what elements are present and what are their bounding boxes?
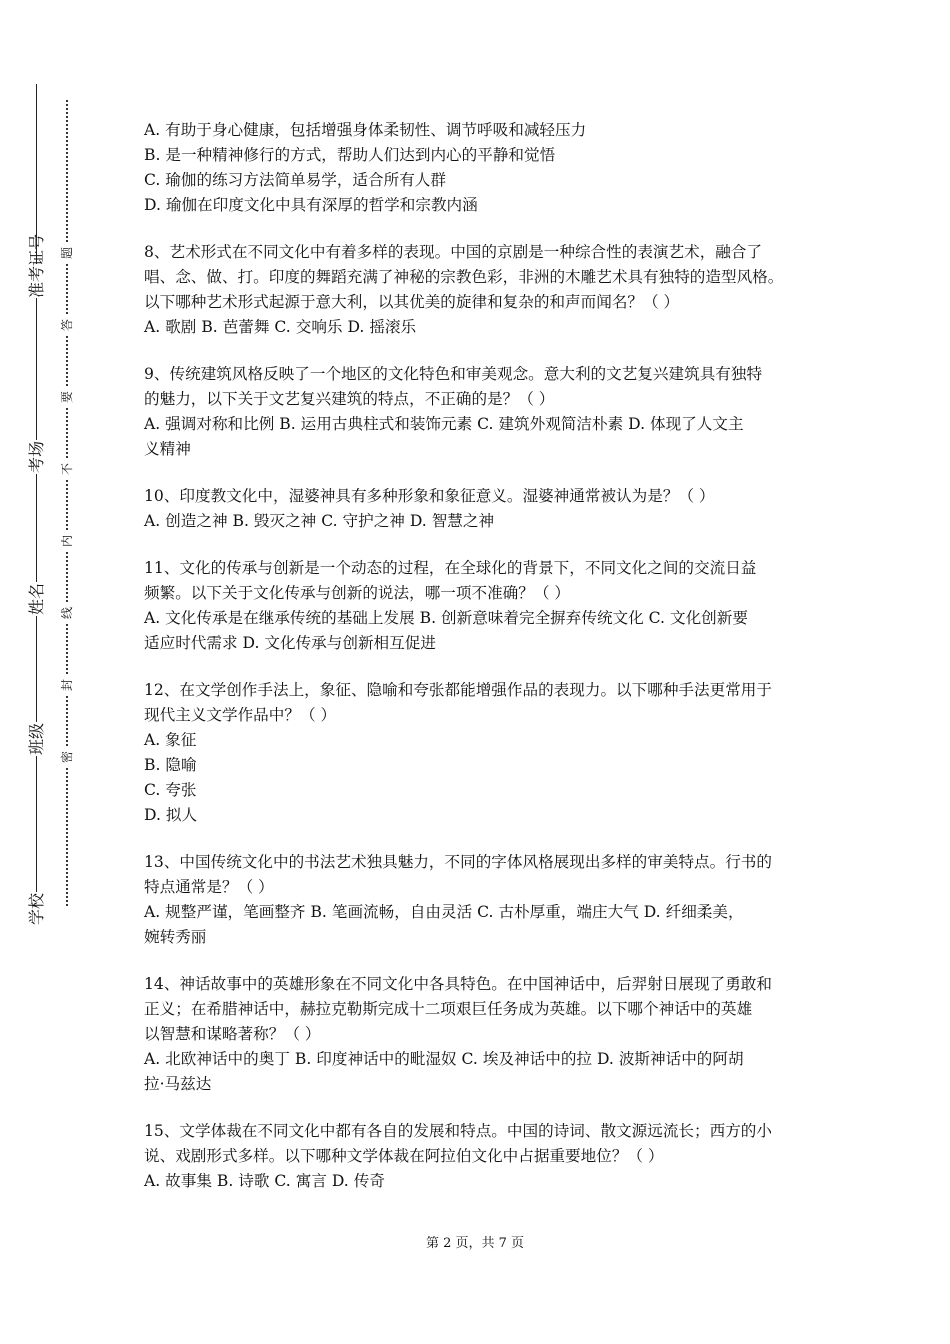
question-list — [144, 118, 816, 1216]
binding-margin — [0, 0, 110, 1344]
binding-solid-line — [36, 84, 37, 924]
question-line: D. 拟人 — [144, 806, 198, 824]
seal-char: 要 — [60, 388, 74, 406]
question-line: 12、在文学创作手法上，象征、隐喻和夸张都能增强作品的表现力。以下哪种手法更常用于 — [144, 681, 772, 699]
question-line: A. 创造之神 B. 毁灭之神 C. 守护之神 D. 智慧之神 — [144, 512, 495, 530]
question-line: A. 北欧神话中的奥丁 B. 印度神话中的毗湿奴 C. 埃及神话中的拉 D. 波斯神话中的阿胡 — [144, 1050, 744, 1068]
label-name: 姓名 — [27, 583, 46, 616]
label-school: 学校 — [27, 893, 46, 926]
question-line: 说、戏剧形式多样。以下哪种文学体裁在阿拉伯文化中占据重要地位？（ ） — [144, 1147, 664, 1165]
question-line: B. 是一种精神修行的方式，帮助人们达到内心的平静和觉悟 — [144, 146, 556, 164]
page-number: 第 2 页，共 7 页 — [425, 1236, 525, 1251]
question-line: 特点通常是？（ ） — [144, 878, 274, 896]
question-11 — [144, 556, 816, 656]
question-line: A. 有助于身心健康，包括增强身体柔韧性、调节呼吸和减轻压力 — [144, 121, 587, 139]
question-line: 以下哪种艺术形式起源于意大利，以其优美的旋律和复杂的和声而闻名？（ ） — [144, 293, 680, 311]
question-line: 拉·马兹达 — [144, 1075, 212, 1093]
label-exam-room: 考场 — [27, 441, 46, 474]
question-line: 正义；在希腊神话中，赫拉克勒斯完成十二项艰巨任务成为英雄。以下哪个神话中的英雄 — [144, 1000, 753, 1018]
seal-char: 封 — [60, 676, 74, 694]
seal-char: 答 — [60, 316, 74, 334]
question-line: 13、中国传统文化中的书法艺术独具魅力，不同的字体风格展现出多样的审美特点。行书的 — [144, 853, 772, 871]
seal-char: 不 — [60, 460, 74, 478]
question-line: 14、神话故事中的英雄形象在不同文化中各具特色。在中国神话中，后羿射日展现了勇敢和 — [144, 975, 772, 993]
seal-char: 内 — [60, 532, 74, 550]
seal-dotted-line — [66, 100, 68, 906]
question-14 — [144, 972, 816, 1097]
question-line: 现代主义文学作品中？（ ） — [144, 706, 337, 724]
seal-char: 线 — [60, 604, 74, 622]
question-line: 9、传统建筑风格反映了一个地区的文化特色和审美观念。意大利的文艺复兴建筑具有独特 — [144, 365, 763, 383]
question-line: 唱、念、做、打。印度的舞蹈充满了神秘的宗教色彩，非洲的木雕艺术具有独特的造型风格。 — [144, 268, 784, 286]
question-line: 8、艺术形式在不同文化中有着多样的表现。中国的京剧是一种综合性的表演艺术，融合了 — [144, 243, 763, 261]
question-line: 婉转秀丽 — [144, 928, 207, 946]
question-line: 11、文化的传承与创新是一个动态的过程，在全球化的背景下，不同文化之间的交流日益 — [144, 559, 757, 577]
question-line: 适应时代需求 D. 文化传承与创新相互促进 — [144, 634, 436, 652]
question-line: 义精神 — [144, 440, 191, 458]
question-line: C. 瑜伽的练习方法简单易学，适合所有人群 — [144, 171, 446, 189]
seal-char: 题 — [60, 244, 74, 262]
question-15 — [144, 1119, 816, 1194]
label-class: 班级 — [27, 723, 46, 756]
question-line: 的魅力，以下关于文艺复兴建筑的特点，不正确的是？（ ） — [144, 390, 555, 408]
question-line: A. 象征 — [144, 731, 197, 749]
question-line: 10、印度教文化中，湿婆神具有多种形象和象征意义。湿婆神通常被认为是？（ ） — [144, 487, 715, 505]
question-line: A. 歌剧 B. 芭蕾舞 C. 交响乐 D. 摇滚乐 — [144, 318, 417, 336]
question-line: D. 瑜伽在印度文化中具有深厚的哲学和宗教内涵 — [144, 196, 478, 214]
question-9 — [144, 362, 816, 462]
question-line: A. 故事集 B. 诗歌 C. 寓言 D. 传奇 — [144, 1172, 385, 1190]
question-12 — [144, 678, 816, 828]
label-exam-number: 准考证号 — [27, 233, 46, 298]
question-10 — [144, 484, 816, 534]
question-8 — [144, 240, 816, 340]
question-7-options — [144, 118, 816, 218]
question-line: A. 规整严谨，笔画整齐 B. 笔画流畅，自由灵活 C. 古朴厚重，端庄大气 D. 纤细柔美， — [144, 903, 744, 921]
question-line: A. 强调对称和比例 B. 运用古典柱式和装饰元素 C. 建筑外观简洁朴素 D. 体现了人文主 — [144, 415, 744, 433]
question-13 — [144, 850, 816, 950]
seal-char: 密 — [60, 748, 74, 766]
question-line: C. 夸张 — [144, 781, 197, 799]
question-line: B. 隐喻 — [144, 756, 197, 774]
question-line: 频繁。以下关于文化传承与创新的说法，哪一项不准确？（ ） — [144, 584, 570, 602]
question-line: 15、文学体裁在不同文化中都有各自的发展和特点。中国的诗词、散文源远流长；西方的小 — [144, 1122, 772, 1140]
question-line: A. 文化传承是在继承传统的基础上发展 B. 创新意味着完全摒弃传统文化 C. 文化创新要 — [144, 609, 748, 627]
question-line: 以智慧和谋略著称？（ ） — [144, 1025, 321, 1043]
